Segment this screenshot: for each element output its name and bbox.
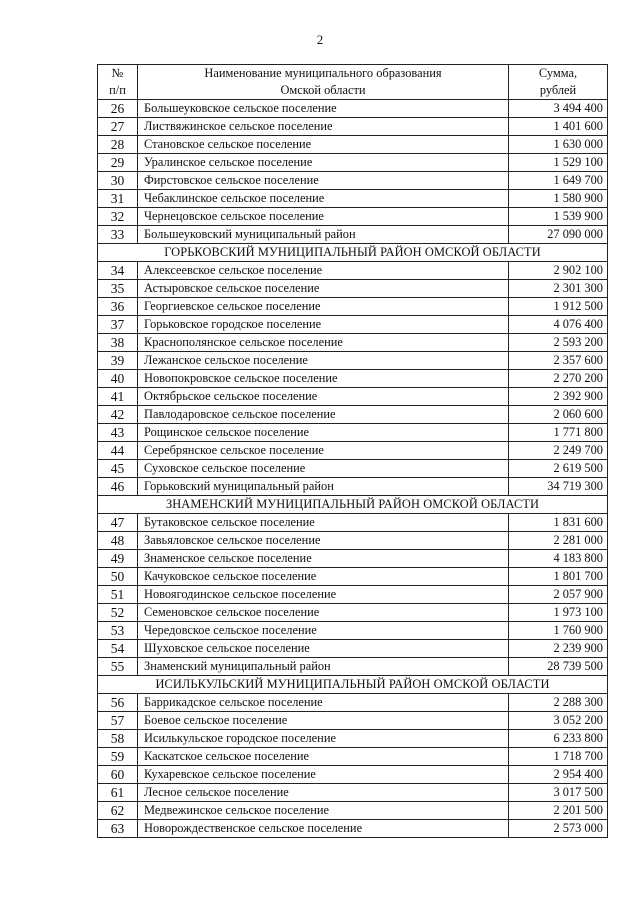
table-row (98, 622, 608, 640)
row-name: Рощинское сельское поселение (138, 424, 509, 442)
row-sum: 1 973 100 (509, 604, 608, 622)
row-name: Лесное сельское поселение (138, 784, 509, 802)
row-number: 33 (98, 226, 138, 244)
row-number: 35 (98, 280, 138, 298)
row-number: 50 (98, 568, 138, 586)
table-row (98, 226, 608, 244)
table-row (98, 730, 608, 748)
table-row (98, 334, 608, 352)
table-row (98, 316, 608, 334)
row-sum: 2 281 000 (509, 532, 608, 550)
row-name: Чернецовское сельское поселение (138, 208, 509, 226)
row-name: Астыровское сельское поселение (138, 280, 509, 298)
row-number: 57 (98, 712, 138, 730)
row-name: Исилькульское городское поселение (138, 730, 509, 748)
table-row (98, 568, 608, 586)
row-number: 34 (98, 262, 138, 280)
row-number: 30 (98, 172, 138, 190)
row-number: 62 (98, 802, 138, 820)
row-name: Новорождественское сельское поселение (138, 820, 509, 838)
table-row (98, 262, 608, 280)
row-number: 47 (98, 514, 138, 532)
row-number: 38 (98, 334, 138, 352)
row-number: 61 (98, 784, 138, 802)
row-sum: 2 392 900 (509, 388, 608, 406)
table-header-row (98, 65, 608, 100)
row-sum: 2 239 900 (509, 640, 608, 658)
row-number: 52 (98, 604, 138, 622)
table-row (98, 820, 608, 838)
row-sum: 2 573 000 (509, 820, 608, 838)
row-name: Знаменский муниципальный район (138, 658, 509, 676)
row-name: Чередовское сельское поселение (138, 622, 509, 640)
row-name: Октябрьское сельское поселение (138, 388, 509, 406)
table-row (98, 280, 608, 298)
table-row (98, 712, 608, 730)
header-number-line: № (111, 66, 124, 80)
row-name: Листвяжинское сельское поселение (138, 118, 509, 136)
row-name: Кухаревское сельское поселение (138, 766, 509, 784)
row-number: 53 (98, 622, 138, 640)
row-sum: 2 201 500 (509, 802, 608, 820)
header-name-line: Наименование муниципального образования (204, 66, 442, 80)
row-sum: 2 270 200 (509, 370, 608, 388)
row-sum: 1 539 900 (509, 208, 608, 226)
row-name: Лежанское сельское поселение (138, 352, 509, 370)
table-row (98, 478, 608, 496)
table-row (98, 100, 608, 118)
row-number: 44 (98, 442, 138, 460)
row-name: Большеуковское сельское поселение (138, 100, 509, 118)
table-row (98, 532, 608, 550)
row-number: 58 (98, 730, 138, 748)
row-number: 39 (98, 352, 138, 370)
row-sum: 3 052 200 (509, 712, 608, 730)
table-row (98, 748, 608, 766)
row-name: Новопокровское сельское поселение (138, 370, 509, 388)
row-name: Знаменское сельское поселение (138, 550, 509, 568)
table-row (98, 514, 608, 532)
table-row (98, 442, 608, 460)
row-sum: 2 619 500 (509, 460, 608, 478)
table-row (98, 550, 608, 568)
row-number: 45 (98, 460, 138, 478)
row-number: 51 (98, 586, 138, 604)
row-name: Качуковское сельское поселение (138, 568, 509, 586)
table-row (98, 136, 608, 154)
row-number: 56 (98, 694, 138, 712)
page-number: 2 (316, 32, 324, 47)
row-number: 40 (98, 370, 138, 388)
row-sum: 27 090 000 (509, 226, 608, 244)
row-sum: 2 593 200 (509, 334, 608, 352)
row-sum: 1 912 500 (509, 298, 608, 316)
row-sum: 1 831 600 (509, 514, 608, 532)
row-sum: 6 233 800 (509, 730, 608, 748)
table-row (98, 694, 608, 712)
row-name: Новоягодинское сельское поселение (138, 586, 509, 604)
row-number: 37 (98, 316, 138, 334)
row-number: 43 (98, 424, 138, 442)
section-header-row (98, 496, 608, 514)
table-row (98, 406, 608, 424)
row-sum: 1 529 100 (509, 154, 608, 172)
row-name: Каскатское сельское поселение (138, 748, 509, 766)
table-row (98, 154, 608, 172)
row-number: 36 (98, 298, 138, 316)
header-name-line: Омской области (280, 83, 366, 97)
table-row (98, 784, 608, 802)
header-sum-line: рублей (539, 83, 577, 97)
section-title: ГОРЬКОВСКИЙ МУНИЦИПАЛЬНЫЙ РАЙОН ОМСКОЙ ОБЛАСТИ (98, 244, 608, 262)
row-name: Фирстовское сельское поселение (138, 172, 509, 190)
row-number: 63 (98, 820, 138, 838)
row-name: Чебаклинское сельское поселение (138, 190, 509, 208)
table-row (98, 208, 608, 226)
row-name: Большеуковский муниципальный район (138, 226, 509, 244)
table-row (98, 460, 608, 478)
section-header-row (98, 676, 608, 694)
row-number: 55 (98, 658, 138, 676)
row-sum: 4 183 800 (509, 550, 608, 568)
row-number: 31 (98, 190, 138, 208)
row-name: Баррикадское сельское поселение (138, 694, 509, 712)
row-number: 27 (98, 118, 138, 136)
row-sum: 2 954 400 (509, 766, 608, 784)
row-sum: 2 902 100 (509, 262, 608, 280)
row-sum: 2 249 700 (509, 442, 608, 460)
row-name: Павлодаровское сельское поселение (138, 406, 509, 424)
row-sum: 2 301 300 (509, 280, 608, 298)
row-sum: 2 057 900 (509, 586, 608, 604)
row-number: 46 (98, 478, 138, 496)
table-row (98, 388, 608, 406)
row-sum: 1 580 900 (509, 190, 608, 208)
row-sum: 1 801 700 (509, 568, 608, 586)
row-sum: 28 739 500 (509, 658, 608, 676)
table-body (98, 65, 608, 838)
budget-table (97, 64, 608, 838)
row-name: Медвежинское сельское поселение (138, 802, 509, 820)
table-row (98, 172, 608, 190)
header-number (98, 65, 138, 100)
table-row (98, 190, 608, 208)
row-number: 42 (98, 406, 138, 424)
row-number: 32 (98, 208, 138, 226)
row-sum: 4 076 400 (509, 316, 608, 334)
table-row (98, 766, 608, 784)
row-name: Краснополянское сельское поселение (138, 334, 509, 352)
row-number: 49 (98, 550, 138, 568)
row-sum: 3 017 500 (509, 784, 608, 802)
row-number: 41 (98, 388, 138, 406)
row-name: Суховское сельское поселение (138, 460, 509, 478)
row-sum: 1 771 800 (509, 424, 608, 442)
row-name: Бутаковское сельское поселение (138, 514, 509, 532)
table-row (98, 370, 608, 388)
table-row (98, 658, 608, 676)
row-name: Завьяловское сельское поселение (138, 532, 509, 550)
row-number: 29 (98, 154, 138, 172)
row-name: Семеновское сельское поселение (138, 604, 509, 622)
row-sum: 34 719 300 (509, 478, 608, 496)
table-row (98, 802, 608, 820)
row-number: 60 (98, 766, 138, 784)
row-sum: 2 288 300 (509, 694, 608, 712)
row-name: Становское сельское поселение (138, 136, 509, 154)
row-name: Горьковский муниципальный район (138, 478, 509, 496)
row-sum: 2 060 600 (509, 406, 608, 424)
section-header-row (98, 244, 608, 262)
table-row (98, 640, 608, 658)
row-sum: 1 401 600 (509, 118, 608, 136)
row-sum: 1 630 000 (509, 136, 608, 154)
row-name: Боевое сельское поселение (138, 712, 509, 730)
table-row (98, 604, 608, 622)
row-name: Горьковское городское поселение (138, 316, 509, 334)
row-name: Шуховское сельское поселение (138, 640, 509, 658)
table-row (98, 118, 608, 136)
row-name: Георгиевское сельское поселение (138, 298, 509, 316)
table-row (98, 352, 608, 370)
row-number: 59 (98, 748, 138, 766)
row-name: Алексеевское сельское поселение (138, 262, 509, 280)
row-name: Серебрянское сельское поселение (138, 442, 509, 460)
row-sum: 1 718 700 (509, 748, 608, 766)
row-name: Уралинское сельское поселение (138, 154, 509, 172)
row-sum: 2 357 600 (509, 352, 608, 370)
table-row (98, 586, 608, 604)
header-number-line: п/п (109, 83, 126, 97)
header-sum (509, 65, 608, 100)
row-sum: 1 760 900 (509, 622, 608, 640)
row-number: 54 (98, 640, 138, 658)
table-row (98, 424, 608, 442)
section-title: ИСИЛЬКУЛЬСКИЙ МУНИЦИПАЛЬНЫЙ РАЙОН ОМСКОЙ ОБЛАСТИ (98, 676, 608, 694)
header-sum-line: Сумма, (538, 66, 578, 80)
row-sum: 1 649 700 (509, 172, 608, 190)
row-number: 48 (98, 532, 138, 550)
header-name (138, 65, 509, 100)
table-row (98, 298, 608, 316)
row-number: 28 (98, 136, 138, 154)
row-sum: 3 494 400 (509, 100, 608, 118)
section-title: ЗНАМЕНСКИЙ МУНИЦИПАЛЬНЫЙ РАЙОН ОМСКОЙ ОБЛАСТИ (98, 496, 608, 514)
row-number: 26 (98, 100, 138, 118)
